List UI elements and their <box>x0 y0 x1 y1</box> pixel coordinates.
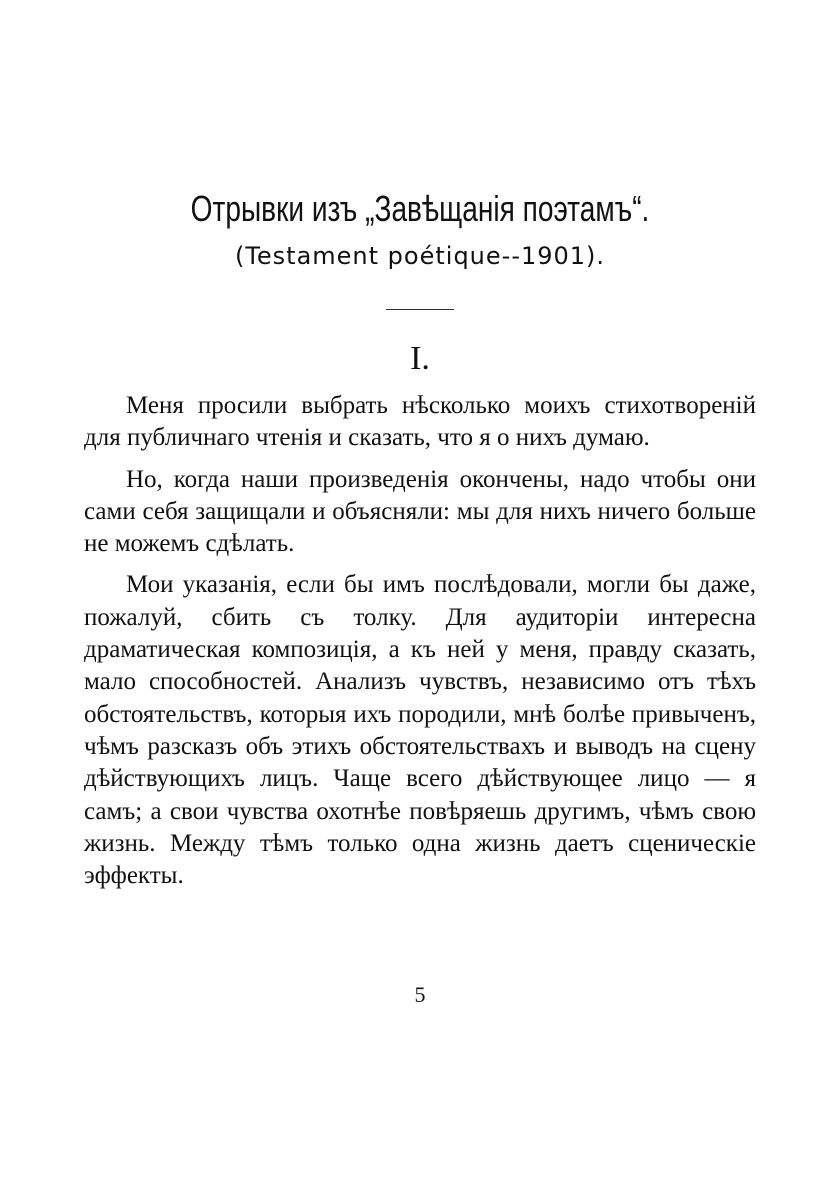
section-number: I. <box>410 340 430 377</box>
paragraph: Меня просили выбрать нѣсколько моихъ стихотвореній для публичнаго чтенія и сказать, что я о нихъ думаю. <box>84 392 756 452</box>
paragraph: Мои указанія, если бы имъ послѣдовали, могли бы даже, пожалуй, сбить съ толку. Для аудиторіи интересна драматическая композиція, а къ ней у меня, правду сказать, мало способностей. Анализъ чувствъ, независимо отъ тѣхъ обстоятельствъ, которыя ихъ породили, мнѣ болѣе привыченъ, чѣмъ разсказъ объ этихъ обстоятельствахъ и выводъ на сцену дѣйствующихъ лицъ. Чаще всего дѣйствующее лицо — я самъ; а свои чувства охотнѣе повѣряешь другимъ, чѣмъ свою жизнь. Между тѣмъ только одна жизнь даетъ сценическіе эффекты. <box>84 571 756 890</box>
chapter-title: Отрывки изъ „Завѣщанія поэтамъ“. <box>190 188 650 229</box>
title-divider <box>386 309 454 310</box>
page-number: 5 <box>414 982 426 1007</box>
paragraph: Но, когда наши произведенія окончены, надо чтобы они сами себя защищали и объясняли: мы для нихъ ничего больше не можемъ сдѣлать. <box>84 465 756 558</box>
body-text <box>84 390 756 901</box>
chapter-subtitle: (Testament poétique--1901). <box>234 242 606 270</box>
